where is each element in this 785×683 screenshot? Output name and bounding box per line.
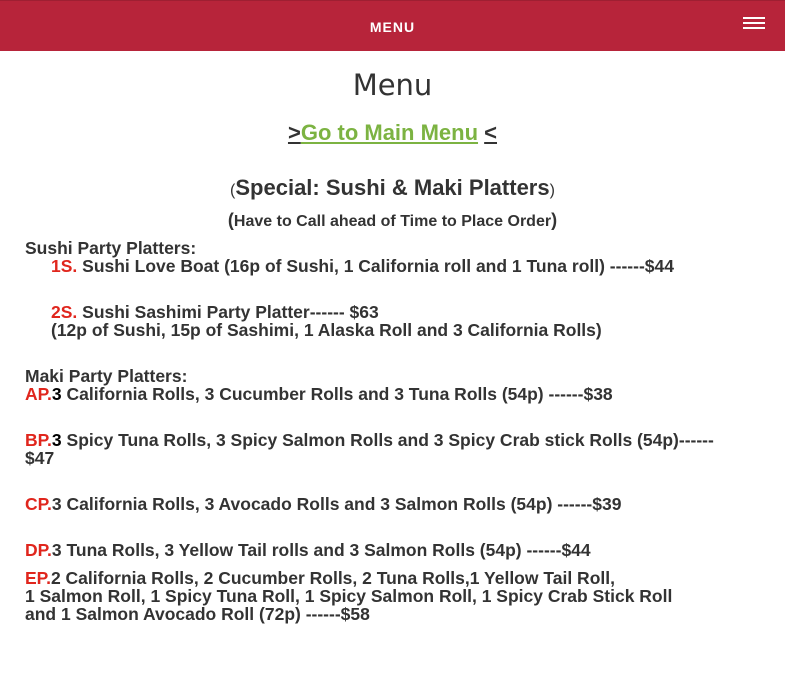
menu-item [25,541,591,559]
special-platters-title [0,175,785,201]
item-text: Spicy Tuna Rolls, 3 Spicy Salmon Rolls and 3 Spicy Crab stick Rolls (54p)------ [61,430,714,450]
item-count: 3 [51,430,62,450]
item-price: $47 [25,448,55,468]
nav-arrow-right: < [484,120,498,145]
item-code: EP. [25,568,51,588]
top-nav-bar [0,0,785,51]
hamburger-menu-icon[interactable] [743,17,765,31]
call-open-paren: ( [227,210,234,230]
special-close-paren: ) [549,182,555,199]
item-code: AP. [25,384,52,404]
main-menu-nav [0,120,785,146]
item-code: BP. [25,430,52,450]
page-title: Menu [352,68,433,102]
item-text: 3 Tuna Rolls, 3 Yellow Tail rolls and 3 Salmon Rolls (54p) ------$44 [51,540,591,560]
item-text: 3 California Rolls, 3 Avocado Rolls and 3 Salmon Rolls (54p) ------$39 [51,494,622,514]
item-code: CP. [25,494,52,514]
item-count: 3 [51,384,62,404]
item-detail: (12p of Sushi, 15p of Sashimi, 1 Alaska Roll and 3 California Rolls) [51,320,602,340]
nav-arrow-left: > [287,120,301,145]
item-code: DP. [25,540,52,560]
item-text-line-2: 1 Salmon Roll, 1 Spicy Tuna Roll, 1 Spicy Salmon Roll, 1 Spicy Crab Stick Roll [25,586,673,606]
call-ahead-text: Have to Call ahead of Time to Place Order [233,213,552,230]
item-text: California Rolls, 3 Cucumber Rolls and 3 Tuna Rolls (54p) ------$38 [61,384,613,404]
menu-item [25,431,714,449]
special-title-text: Special: Sushi & Maki Platters [235,175,550,200]
menu-item [25,495,621,513]
go-to-main-menu-link[interactable]: Go to Main Menu [300,120,479,145]
menu-item [51,257,674,275]
maki-section-heading: Maki Party Platters: [25,366,188,386]
item-code: 1S. [51,256,78,276]
item-code: 2S. [51,302,78,322]
menu-item [25,569,615,587]
special-open-paren: ( [230,182,236,199]
item-text-line-3: and 1 Salmon Avocado Roll (72p) ------$58 [25,604,370,624]
call-ahead-note [0,210,785,231]
call-close-paren: ) [551,210,558,230]
item-text: 2 California Rolls, 2 Cucumber Rolls, 2 Tuna Rolls,1 Yellow Tail Roll, [50,568,615,588]
menu-item [51,303,379,321]
menu-toggle-label[interactable]: MENU [369,19,416,35]
menu-item [25,385,613,403]
item-text: Sushi Sashimi Party Platter------ $63 [77,302,379,322]
item-text: Sushi Love Boat (16p of Sushi, 1 California roll and 1 Tuna roll) ------$44 [77,256,674,276]
sushi-section-heading: Sushi Party Platters: [25,238,197,258]
